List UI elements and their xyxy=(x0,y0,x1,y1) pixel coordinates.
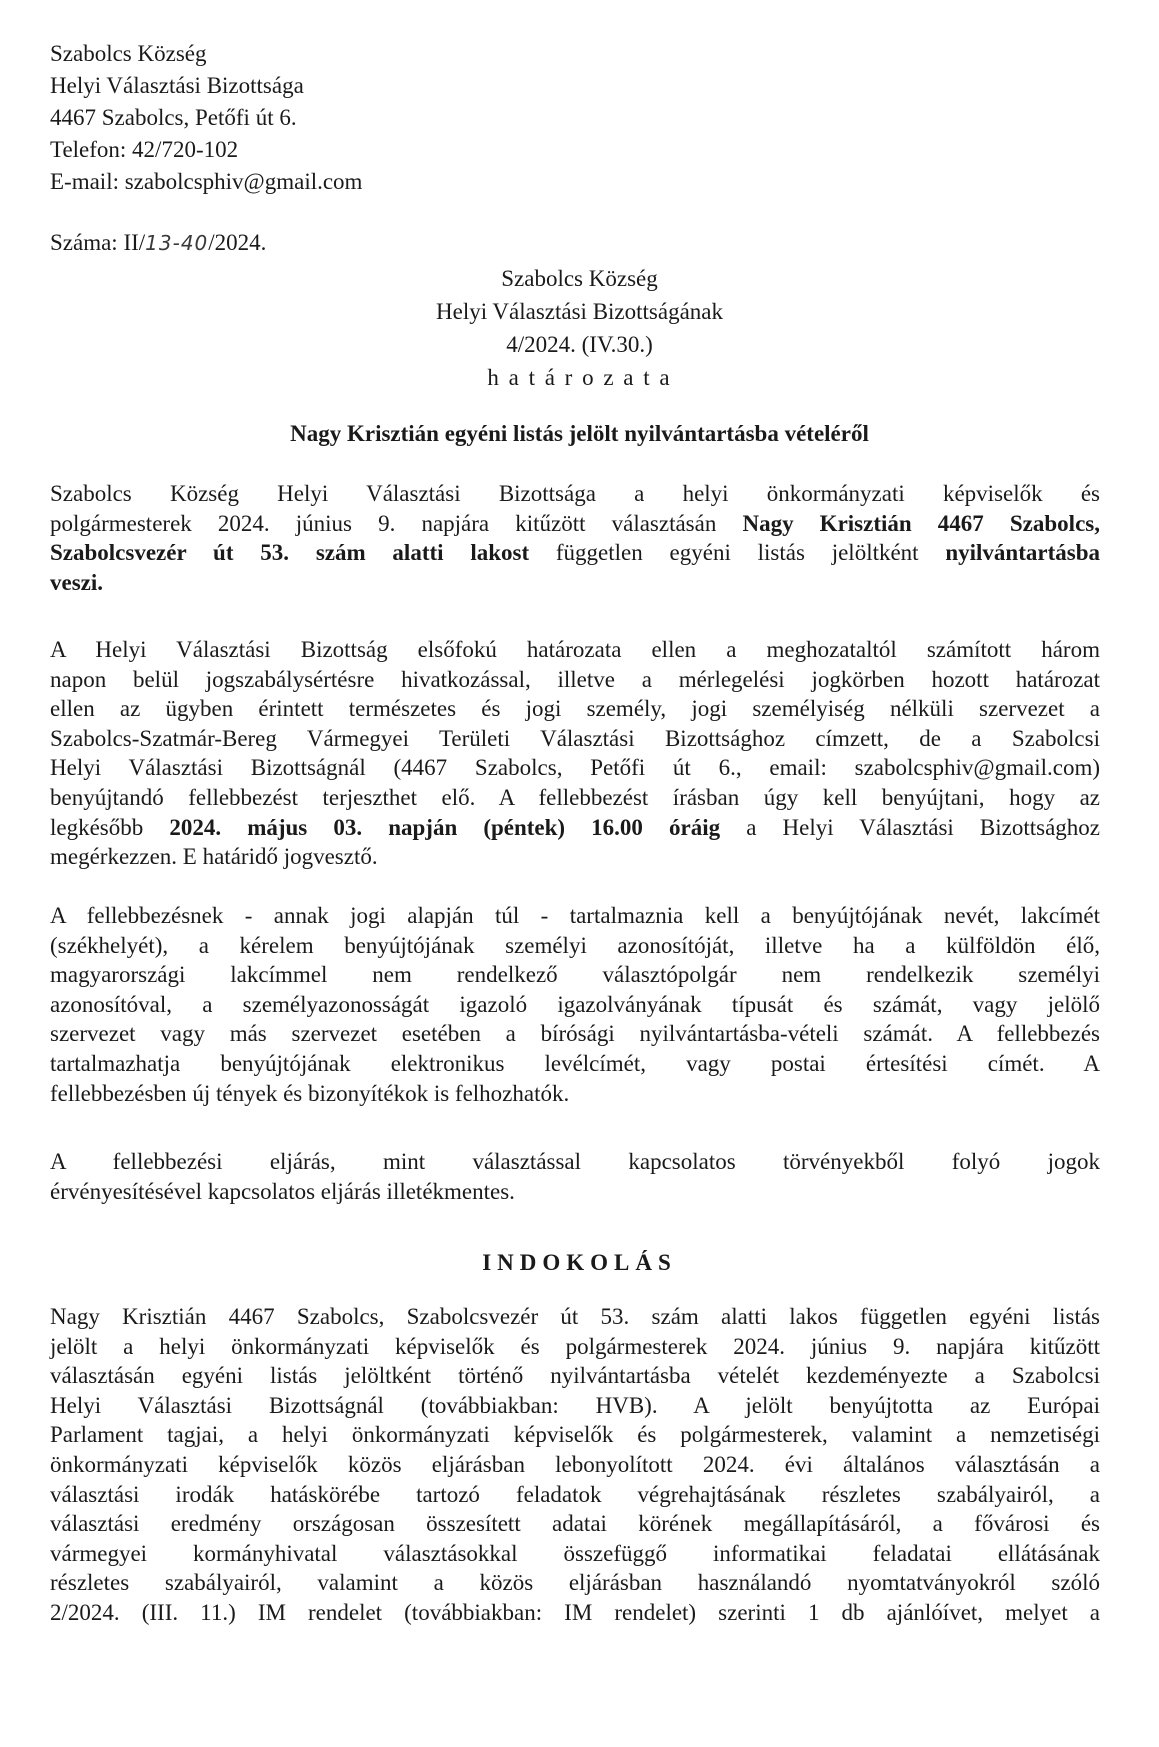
reference-number xyxy=(50,230,266,256)
sender-address: 4467 Szabolcs, Petőfi út 6. xyxy=(50,105,297,130)
content-line-3: magyarországi lakcímmel nem rendelkező választópolgár nem rendelkezik személyi xyxy=(50,962,1100,988)
appeal-line-4: Szabolcs-Szatmár-Bereg Vármegyei Területi Választási Bizottsághoz címzett, de a Szabolcsi xyxy=(50,725,1100,751)
reasoning-line-11: 2/2024. (III. 11.) IM rendelet (továbbiakban: IM rendelet) szerinti 1 db ajánlóívet, melyet a xyxy=(50,1599,1100,1625)
heading-line-3: 4/2024. (IV.30.) xyxy=(506,332,653,357)
heading-line-1: Szabolcs Község xyxy=(501,266,658,291)
content-line-2: (székhelyét), a kérelem benyújtójának személyi azonosítóját, illetve ha a külföldön élő, xyxy=(50,932,1100,958)
appeal-line-5: Helyi Választási Bizottságnál (4467 Szabolcs, Petőfi út 6., email: szabolcsphiv@gmail.com) xyxy=(50,755,1100,781)
reasoning-line-1: Nagy Krisztián 4467 Szabolcs, Szabolcsvezér út 53. szám alatti lakos független egyéni listás xyxy=(50,1304,1100,1329)
appeal-line-2: napon belül jogszabálysértésre hivatkozással, illetve a mérlegelési jogkörben hozott határozat xyxy=(50,666,1100,692)
appeal-paragraph xyxy=(50,635,1100,872)
reasoning-line-6: önkormányzati képviselők közös eljárásban lebonyolított 2024. évi általános választásán a xyxy=(50,1451,1100,1477)
content-line-4: azonosítóval, a személyazonosságát igazoló igazolványának típusát és számát, vagy jelölő xyxy=(50,991,1100,1017)
reasoning-line-5: Parlament tagjai, a helyi önkormányzati képviselők és polgármesterek, valamint a nemzetiségi xyxy=(50,1422,1100,1448)
content-line-1: A fellebbezésnek - annak jogi alapján túl - tartalmaznia kell a benyújtójának nevét, lakcímét xyxy=(50,903,1100,928)
content-line-7: fellebbezésben új tények és bizonyítékok is felhozhatók. xyxy=(50,1080,570,1106)
appeal-line-7: legkésőbb 2024. május 03. napján (péntek) 16.00 óráig a Helyi Választási Bizottsághoz xyxy=(50,814,1101,840)
reference-handwritten: 13-40 xyxy=(145,231,209,255)
reasoning-line-9: vármegyei kormányhivatal választásokkal összefüggő informatikai feladatai ellátásának xyxy=(50,1540,1100,1566)
decision-heading xyxy=(0,262,1159,394)
appeal-line-3: ellen az ügyben érintett természetes és jogi személy, jogi személyiség nélküli szervezet a xyxy=(50,696,1100,722)
reasoning-line-4: Helyi Választási Bizottságnál (továbbiakban: HVB). A jelölt benyújtotta az Európai xyxy=(50,1392,1100,1418)
decision-line-2: polgármesterek 2024. június 9. napjára kitűzött választásán Nagy Krisztián 4467 Szabolcs, xyxy=(50,510,1100,536)
decision-paragraph xyxy=(50,479,1100,597)
fee-paragraph xyxy=(50,1147,1100,1206)
heading-line-4: h a t á r o z a t a xyxy=(487,365,672,390)
appeal-line-1: A Helyi Választási Bizottság elsőfokú határozata ellen a meghozataltól számított három xyxy=(50,637,1100,662)
fee-line-1: A fellebbezési eljárás, mint választással kapcsolatos törvényekből folyó jogok xyxy=(50,1149,1100,1174)
content-line-5: szervezet vagy más szervezet esetében a bírósági nyilvántartásba-vételi számát. A fellebbezés xyxy=(50,1021,1100,1047)
decision-subject: Nagy Krisztián egyéni listás jelölt nyilvántartásba vételéről xyxy=(290,421,869,446)
reasoning-line-7: választási irodák hatáskörébe tartozó feladatok végrehajtásának részletes szabályairól, a xyxy=(50,1481,1100,1507)
reference-suffix: /2024. xyxy=(208,230,267,255)
decision-line-3: Szabolcsvezér út 53. szám alatti lakost független egyéni listás jelöltként nyilvántartásba xyxy=(50,540,1100,566)
appeal-line-6: benyújtandó fellebbezést terjeszthet elő. A fellebbezést írásban úgy kell benyújtani, hogy az xyxy=(50,784,1100,810)
sender-line-2: Helyi Választási Bizottsága xyxy=(50,73,304,98)
sender-line-1: Szabolcs Község xyxy=(50,41,207,66)
content-line-6: tartalmazhatja benyújtójának elektronikus levélcímét, vagy postai értesítési címét. A xyxy=(50,1050,1100,1076)
reasoning-line-8: választási eredmény országosan összesített adatai körének megállapításáról, a fővárosi és xyxy=(50,1511,1100,1537)
decision-line-4: veszi. xyxy=(50,569,104,595)
appeal-line-8: megérkezzen. E határidő jogvesztő. xyxy=(50,844,378,870)
decision-line-1: Szabolcs Község Helyi Választási Bizottsága a helyi önkormányzati képviselők és xyxy=(50,481,1100,506)
sender-phone: Telefon: 42/720-102 xyxy=(50,137,239,162)
sender-block xyxy=(50,38,362,198)
content-paragraph xyxy=(50,901,1100,1108)
reference-prefix: Száma: II/ xyxy=(50,230,146,255)
reasoning-line-10: részletes szabályairól, valamint a közös eljárásban használandó nyomtatványokról szóló xyxy=(50,1570,1100,1596)
reasoning-line-3: választásán egyéni listás jelöltként történő nyilvántartásba vételét kezdeményezte a Szabolcsi xyxy=(50,1363,1100,1389)
reasoning-paragraph xyxy=(50,1302,1100,1628)
fee-line-2: érvényesítésével kapcsolatos eljárás illetékmentes. xyxy=(50,1178,515,1204)
sender-email: E-mail: szabolcsphiv@gmail.com xyxy=(50,169,363,194)
reasoning-line-2: jelölt a helyi önkormányzati képviselők és polgármesterek 2024. június 9. napjára kitűzött xyxy=(50,1333,1100,1359)
reasoning-heading: INDOKOLÁS xyxy=(482,1250,677,1275)
heading-line-2: Helyi Választási Bizottságának xyxy=(436,299,723,324)
